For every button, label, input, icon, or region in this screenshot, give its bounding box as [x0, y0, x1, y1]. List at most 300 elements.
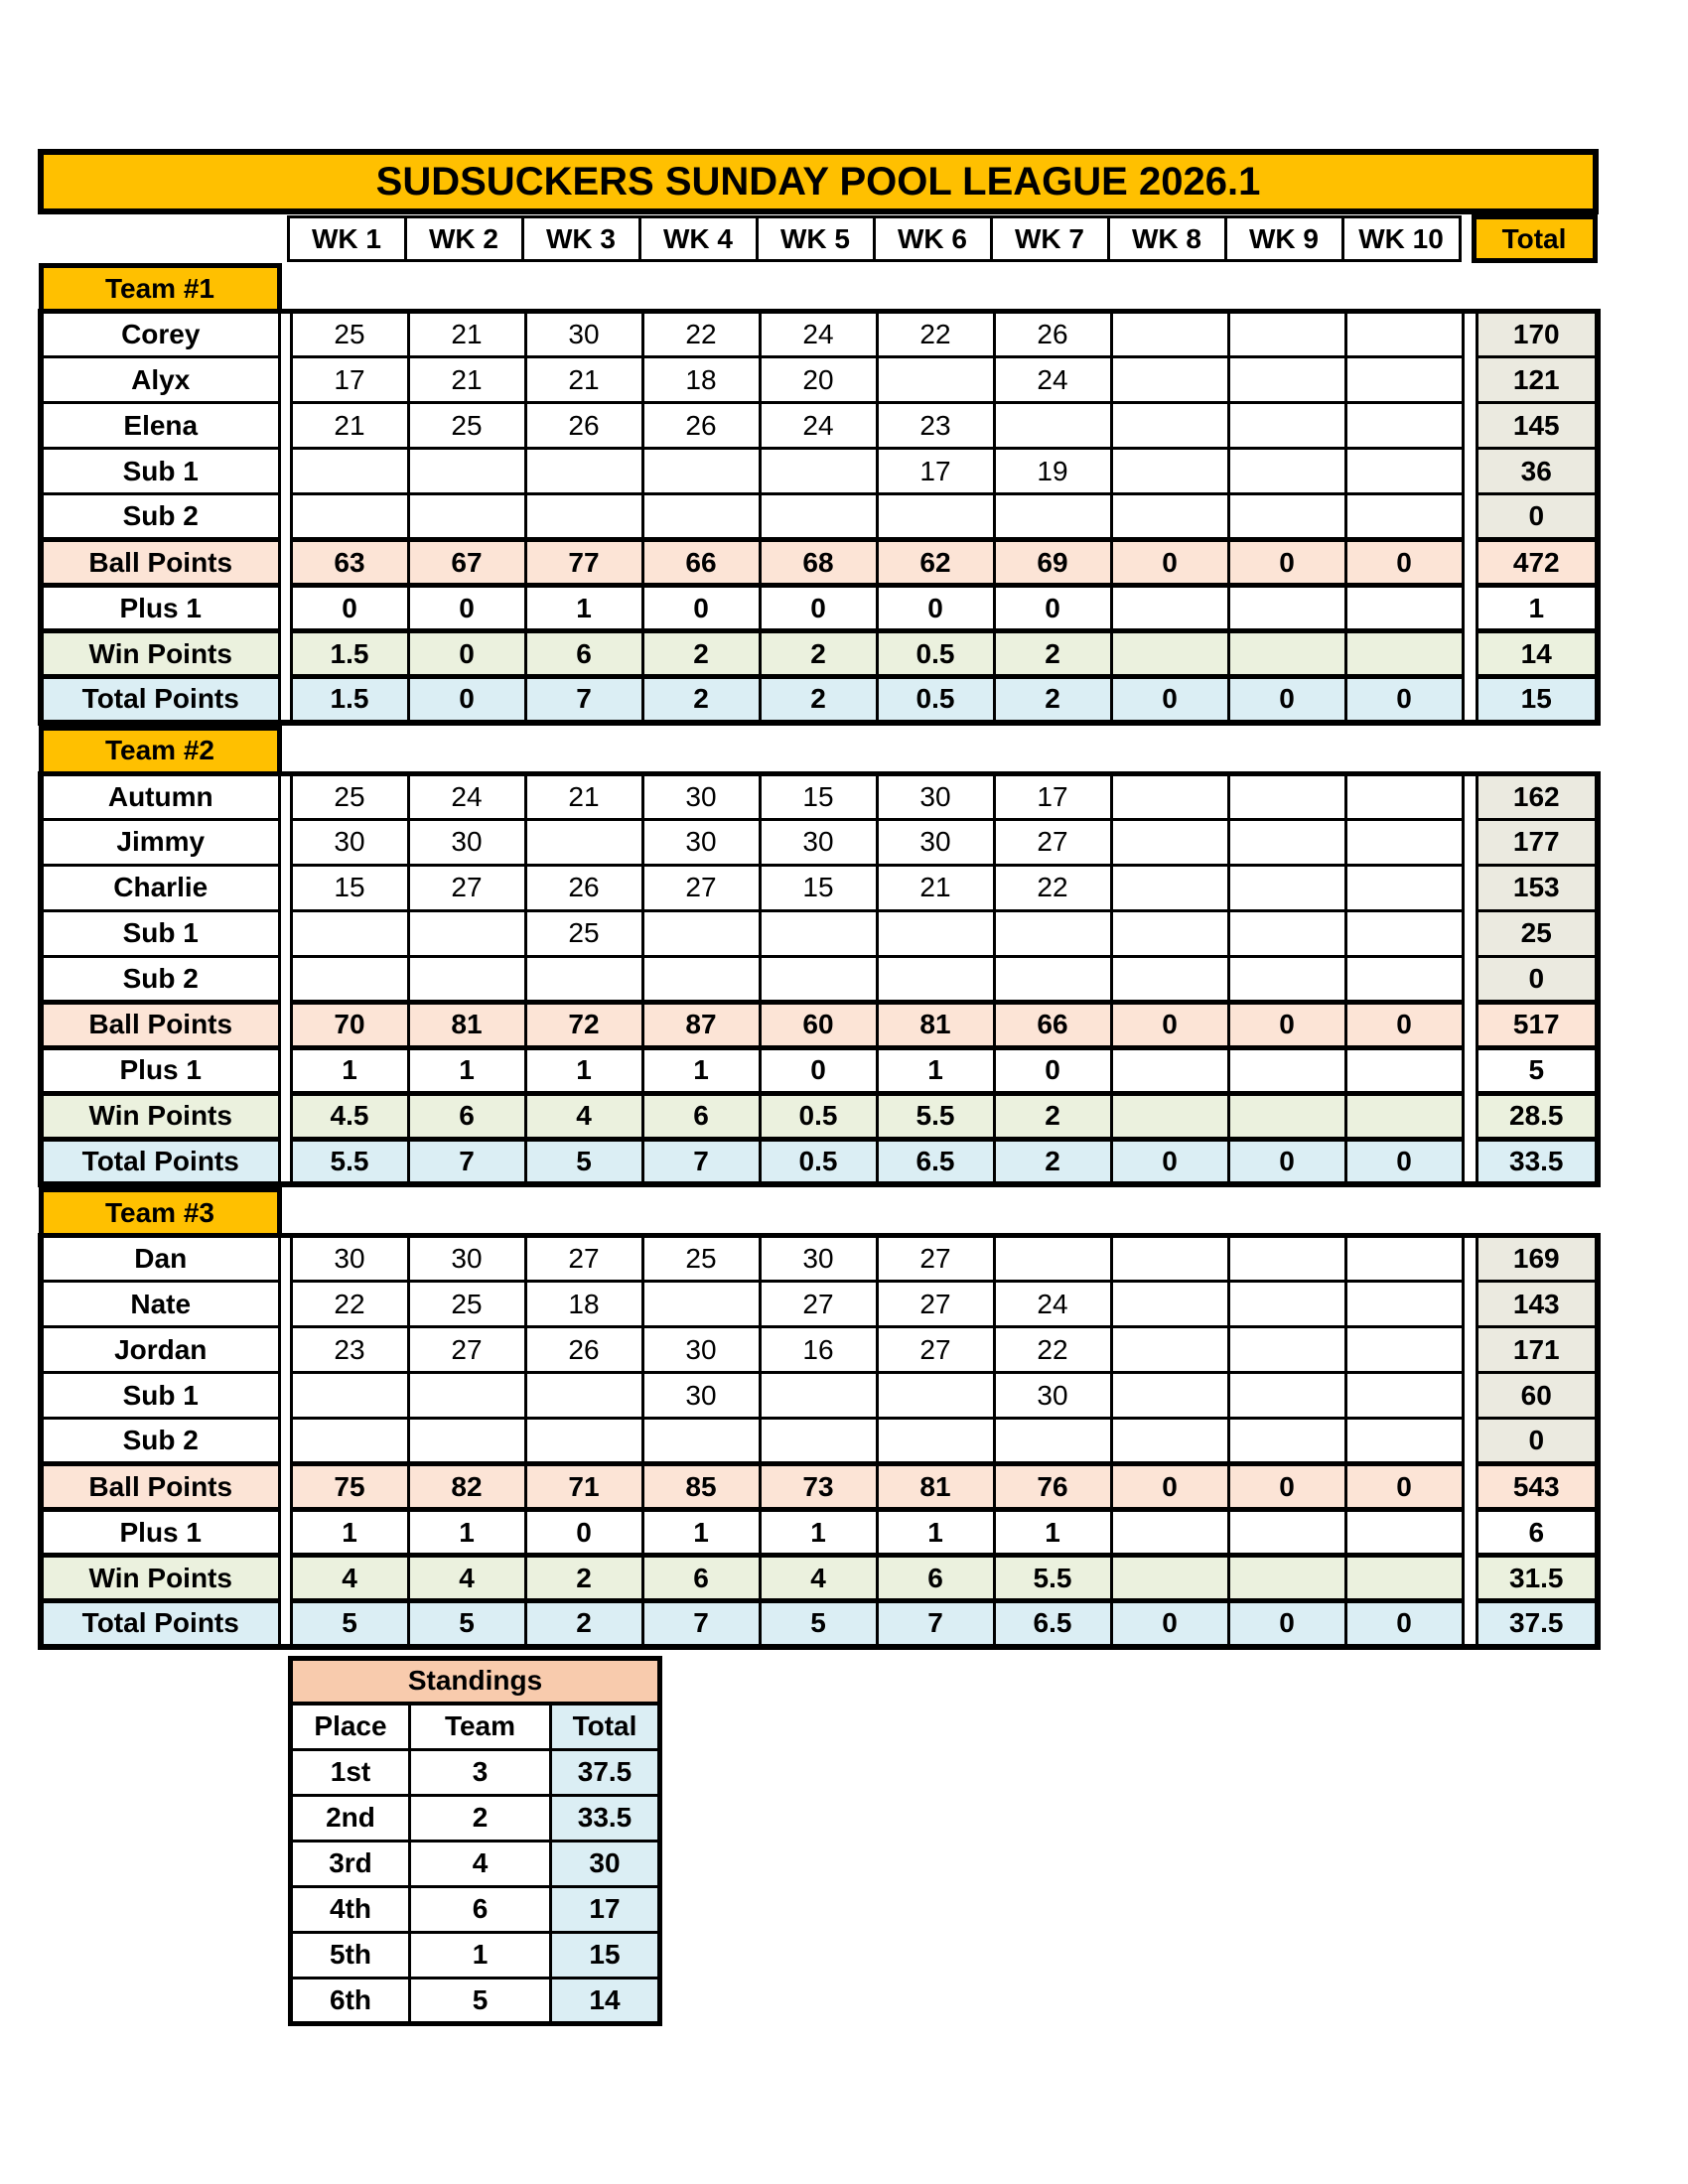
row-total-cell: 14: [1477, 631, 1598, 677]
row-label-cell: Win Points: [41, 631, 279, 677]
score-cell: 30: [877, 819, 994, 865]
team-header-spacer: [994, 728, 1111, 773]
gutter: [1463, 403, 1477, 449]
team-header-spacer: [642, 1190, 760, 1236]
standings-total-cell: 17: [551, 1886, 660, 1932]
team-header-spacer: [1345, 728, 1463, 773]
score-cell: 17: [877, 449, 994, 494]
score-cell: [1111, 1419, 1228, 1464]
score-cell: 5: [525, 1139, 642, 1184]
score-cell: [525, 1373, 642, 1419]
score-cell: [291, 449, 408, 494]
score-cell: 24: [408, 773, 525, 819]
score-cell: 82: [408, 1464, 525, 1510]
score-cell: [1111, 1282, 1228, 1327]
score-cell: 0: [760, 1047, 877, 1093]
row-label-cell: Total Points: [41, 1601, 279, 1647]
score-cell: [994, 956, 1111, 1002]
gutter: [279, 357, 291, 403]
team-header-spacer: [408, 728, 525, 773]
score-cell: 30: [525, 312, 642, 357]
total-points-row: [41, 677, 1598, 723]
team-header-spacer: [525, 1190, 642, 1236]
score-cell: [408, 449, 525, 494]
score-cell: 0: [994, 1047, 1111, 1093]
score-cell: 68: [760, 540, 877, 586]
row-label-cell: Autumn: [41, 773, 279, 819]
score-cell: [1345, 1419, 1463, 1464]
score-cell: [408, 1373, 525, 1419]
score-cell: [1111, 449, 1228, 494]
score-cell: 1: [525, 586, 642, 631]
week-header-cell: WK 6: [874, 217, 991, 261]
score-cell: 1.5: [291, 677, 408, 723]
score-cell: [1345, 1047, 1463, 1093]
score-cell: [994, 403, 1111, 449]
score-cell: 15: [291, 865, 408, 910]
score-cell: 26: [525, 1327, 642, 1373]
team-header-spacer: [877, 1190, 994, 1236]
gutter: [279, 819, 291, 865]
score-cell: [1228, 1047, 1345, 1093]
row-label-cell: Total Points: [41, 677, 279, 723]
gutter: [279, 910, 291, 956]
score-cell: 0: [291, 586, 408, 631]
gutter: [1463, 677, 1477, 723]
week-header-cell: WK 1: [288, 217, 405, 261]
score-cell: [1228, 1236, 1345, 1282]
score-cell: [642, 910, 760, 956]
score-cell: 1: [994, 1510, 1111, 1556]
score-cell: [1111, 865, 1228, 910]
gutter: [279, 1601, 291, 1647]
row-label-cell: Sub 1: [41, 449, 279, 494]
standings-title-row: [291, 1658, 660, 1704]
score-cell: [525, 494, 642, 540]
score-cell: 23: [877, 403, 994, 449]
score-cell: [408, 494, 525, 540]
row-total-cell: 121: [1477, 357, 1598, 403]
score-cell: 22: [994, 865, 1111, 910]
score-cell: [408, 956, 525, 1002]
gutter: [1463, 494, 1477, 540]
gutter: [279, 677, 291, 723]
gutter: [1463, 956, 1477, 1002]
score-cell: [1228, 1373, 1345, 1419]
gutter: [1463, 1047, 1477, 1093]
gutter: [279, 1373, 291, 1419]
score-cell: 18: [525, 1282, 642, 1327]
score-cell: 0: [1345, 540, 1463, 586]
standings-total-cell: 33.5: [551, 1795, 660, 1841]
standings-team-cell: 1: [410, 1932, 551, 1978]
score-cell: 71: [525, 1464, 642, 1510]
standings-total-cell: 15: [551, 1932, 660, 1978]
score-cell: 26: [525, 403, 642, 449]
score-cell: 24: [994, 1282, 1111, 1327]
score-cell: 24: [760, 312, 877, 357]
score-cell: [994, 494, 1111, 540]
team-header-spacer: [291, 266, 408, 312]
score-cell: 19: [994, 449, 1111, 494]
score-cell: 4: [525, 1093, 642, 1139]
score-cell: 63: [291, 540, 408, 586]
standings-team-cell: 3: [410, 1749, 551, 1795]
win-points-row: [41, 1556, 1598, 1601]
team-name-cell: Team #1: [41, 266, 279, 312]
score-cell: 18: [642, 357, 760, 403]
score-cell: 0: [1345, 1464, 1463, 1510]
score-cell: [1111, 1047, 1228, 1093]
score-cell: [1345, 586, 1463, 631]
player-row: [41, 773, 1598, 819]
score-cell: 22: [291, 1282, 408, 1327]
week-header-cell: WK 4: [639, 217, 757, 261]
row-total-cell: 6: [1477, 1510, 1598, 1556]
player-row: [41, 819, 1598, 865]
gutter: [279, 1556, 291, 1601]
score-cell: [1228, 1510, 1345, 1556]
score-cell: 7: [642, 1601, 760, 1647]
week-header-cell: WK 2: [405, 217, 522, 261]
team-header-spacer: [877, 266, 994, 312]
gutter: [1463, 449, 1477, 494]
gutter: [1463, 1373, 1477, 1419]
score-cell: [642, 1282, 760, 1327]
score-cell: 27: [408, 865, 525, 910]
gutter: [279, 586, 291, 631]
score-cell: 2: [994, 1093, 1111, 1139]
score-cell: 16: [760, 1327, 877, 1373]
score-cell: 30: [994, 1373, 1111, 1419]
gutter: [1463, 1282, 1477, 1327]
score-cell: [1345, 494, 1463, 540]
standings-total-cell: 30: [551, 1841, 660, 1886]
gutter: [279, 1510, 291, 1556]
score-cell: [760, 910, 877, 956]
gutter: [279, 865, 291, 910]
gutter: [1463, 1601, 1477, 1647]
team-header-spacer: [1477, 266, 1598, 312]
score-cell: 0: [408, 677, 525, 723]
score-cell: [291, 1419, 408, 1464]
score-cell: 30: [291, 1236, 408, 1282]
score-cell: 69: [994, 540, 1111, 586]
week-header-row: [38, 217, 1595, 261]
team-header-spacer: [877, 728, 994, 773]
player-row: [41, 403, 1598, 449]
score-cell: 27: [877, 1236, 994, 1282]
score-cell: [877, 494, 994, 540]
gutter: [1463, 1327, 1477, 1373]
gutter: [279, 1282, 291, 1327]
row-label-cell: Sub 2: [41, 494, 279, 540]
score-cell: [1345, 1327, 1463, 1373]
score-cell: 0: [1111, 677, 1228, 723]
score-cell: 60: [760, 1002, 877, 1047]
gutter: [1463, 540, 1477, 586]
score-cell: 1: [877, 1510, 994, 1556]
standings-header-cell: Place: [291, 1704, 410, 1749]
score-cell: 1: [877, 1047, 994, 1093]
score-cell: [760, 449, 877, 494]
score-cell: [642, 1419, 760, 1464]
score-cell: [1345, 1093, 1463, 1139]
score-cell: 22: [642, 312, 760, 357]
week-header-cell: WK 10: [1342, 217, 1460, 261]
score-cell: [877, 1373, 994, 1419]
score-cell: 0: [1111, 1464, 1228, 1510]
score-cell: 30: [408, 819, 525, 865]
team-table: [38, 726, 1601, 1188]
team-header-spacer: [525, 266, 642, 312]
row-label-cell: Plus 1: [41, 586, 279, 631]
league-score-sheet: [38, 149, 1601, 2026]
score-cell: 25: [642, 1236, 760, 1282]
row-label-cell: Dan: [41, 1236, 279, 1282]
score-cell: 66: [994, 1002, 1111, 1047]
score-cell: [1228, 865, 1345, 910]
gutter: [279, 1419, 291, 1464]
score-cell: [1111, 1373, 1228, 1419]
score-cell: [1228, 586, 1345, 631]
gutter: [1463, 1139, 1477, 1184]
score-cell: 23: [291, 1327, 408, 1373]
score-cell: 2: [525, 1601, 642, 1647]
plus-one-row: [41, 586, 1598, 631]
score-cell: 30: [642, 1327, 760, 1373]
gutter: [1463, 773, 1477, 819]
score-cell: 27: [642, 865, 760, 910]
gutter: [1463, 819, 1477, 865]
score-cell: 6.5: [877, 1139, 994, 1184]
score-cell: [1111, 586, 1228, 631]
score-cell: [642, 956, 760, 1002]
score-cell: 1: [291, 1510, 408, 1556]
row-label-cell: Jimmy: [41, 819, 279, 865]
score-cell: 81: [877, 1002, 994, 1047]
score-cell: 7: [642, 1139, 760, 1184]
score-cell: 22: [877, 312, 994, 357]
row-label-cell: Sub 1: [41, 1373, 279, 1419]
score-cell: 81: [877, 1464, 994, 1510]
player-row: [41, 449, 1598, 494]
score-cell: 30: [642, 819, 760, 865]
score-cell: [1228, 1556, 1345, 1601]
score-cell: 21: [877, 865, 994, 910]
score-cell: 0: [525, 1510, 642, 1556]
row-label-cell: Plus 1: [41, 1510, 279, 1556]
score-cell: 21: [408, 357, 525, 403]
gutter: [279, 1047, 291, 1093]
gutter: [279, 1139, 291, 1184]
score-cell: 72: [525, 1002, 642, 1047]
score-cell: 0: [994, 586, 1111, 631]
score-cell: 5: [291, 1601, 408, 1647]
total-header-cell: Total: [1474, 217, 1595, 261]
standings-team-cell: 6: [410, 1886, 551, 1932]
score-cell: [1228, 1419, 1345, 1464]
score-cell: [1345, 956, 1463, 1002]
score-cell: 0: [642, 586, 760, 631]
score-cell: 17: [994, 773, 1111, 819]
score-cell: [1345, 449, 1463, 494]
score-cell: [994, 910, 1111, 956]
player-row: [41, 1373, 1598, 1419]
score-cell: 17: [291, 357, 408, 403]
score-cell: 21: [291, 403, 408, 449]
score-cell: [1111, 631, 1228, 677]
row-label-cell: Nate: [41, 1282, 279, 1327]
row-total-cell: 543: [1477, 1464, 1598, 1510]
score-cell: 30: [877, 773, 994, 819]
score-cell: 6: [642, 1093, 760, 1139]
row-label-cell: Win Points: [41, 1556, 279, 1601]
team-name-cell: Team #3: [41, 1190, 279, 1236]
score-cell: [1345, 357, 1463, 403]
score-cell: 0: [1228, 1002, 1345, 1047]
score-cell: [1111, 819, 1228, 865]
score-cell: 1: [408, 1047, 525, 1093]
row-total-cell: 31.5: [1477, 1556, 1598, 1601]
score-cell: [1345, 1282, 1463, 1327]
score-cell: 25: [408, 403, 525, 449]
score-cell: 0: [1228, 540, 1345, 586]
score-cell: [1111, 1093, 1228, 1139]
row-label-cell: Jordan: [41, 1327, 279, 1373]
score-cell: 2: [525, 1556, 642, 1601]
score-cell: [291, 1373, 408, 1419]
score-cell: 0: [408, 631, 525, 677]
score-cell: 7: [877, 1601, 994, 1647]
row-total-cell: 15: [1477, 677, 1598, 723]
score-cell: [291, 910, 408, 956]
score-cell: 27: [994, 819, 1111, 865]
row-total-cell: 472: [1477, 540, 1598, 586]
standings-place-cell: 2nd: [291, 1795, 410, 1841]
score-cell: [1345, 1556, 1463, 1601]
week-header-cell: WK 3: [522, 217, 639, 261]
gutter: [279, 1464, 291, 1510]
row-total-cell: 5: [1477, 1047, 1598, 1093]
score-cell: [760, 1373, 877, 1419]
score-cell: 0: [1345, 677, 1463, 723]
score-cell: 4: [291, 1556, 408, 1601]
player-row: [41, 910, 1598, 956]
week-header-cell: WK 8: [1108, 217, 1225, 261]
gutter: [1460, 217, 1474, 261]
score-cell: 2: [994, 631, 1111, 677]
player-row: [41, 1282, 1598, 1327]
score-cell: [877, 357, 994, 403]
standings-place-cell: 6th: [291, 1978, 410, 2023]
standings-place-cell: 1st: [291, 1749, 410, 1795]
player-row: [41, 312, 1598, 357]
standings-header-cell: Team: [410, 1704, 551, 1749]
gutter: [279, 1002, 291, 1047]
score-cell: 5: [760, 1601, 877, 1647]
gutter: [279, 403, 291, 449]
score-cell: 0: [1228, 1464, 1345, 1510]
player-row: [41, 494, 1598, 540]
score-cell: 1: [642, 1047, 760, 1093]
team-table: [38, 263, 1601, 726]
score-cell: 0: [408, 586, 525, 631]
standings-table: [288, 1656, 662, 2026]
win-points-row: [41, 1093, 1598, 1139]
score-cell: 70: [291, 1002, 408, 1047]
gutter: [1463, 312, 1477, 357]
gutter: [276, 217, 288, 261]
standings-team-cell: 5: [410, 1978, 551, 2023]
row-total-cell: 0: [1477, 956, 1598, 1002]
score-cell: [525, 1419, 642, 1464]
row-total-cell: 33.5: [1477, 1139, 1598, 1184]
score-cell: 26: [642, 403, 760, 449]
score-cell: 27: [877, 1282, 994, 1327]
score-cell: [1111, 1556, 1228, 1601]
score-cell: 0.5: [760, 1093, 877, 1139]
team-header-spacer: [408, 1190, 525, 1236]
score-cell: 30: [760, 819, 877, 865]
score-cell: 1: [408, 1510, 525, 1556]
score-cell: [1111, 403, 1228, 449]
score-cell: 66: [642, 540, 760, 586]
plus-one-row: [41, 1510, 1598, 1556]
team-header-spacer: [1228, 1190, 1345, 1236]
standings-row: [291, 1795, 660, 1841]
score-cell: [1228, 956, 1345, 1002]
team-header-row: [41, 266, 1598, 312]
player-row: [41, 1236, 1598, 1282]
score-cell: 77: [525, 540, 642, 586]
score-cell: [1111, 494, 1228, 540]
score-cell: 0.5: [877, 631, 994, 677]
gutter: [279, 449, 291, 494]
gutter: [1463, 586, 1477, 631]
score-cell: 5.5: [291, 1139, 408, 1184]
gutter: [279, 773, 291, 819]
score-cell: [291, 494, 408, 540]
score-cell: 24: [994, 357, 1111, 403]
team-table: [38, 1187, 1601, 1650]
ball-points-row: [41, 540, 1598, 586]
score-cell: [1228, 1093, 1345, 1139]
gutter: [1463, 1510, 1477, 1556]
score-cell: 25: [291, 312, 408, 357]
score-cell: 26: [525, 865, 642, 910]
score-cell: 30: [642, 773, 760, 819]
score-cell: 6.5: [994, 1601, 1111, 1647]
score-cell: [1228, 773, 1345, 819]
score-cell: 2: [760, 631, 877, 677]
team-header-spacer: [1345, 1190, 1463, 1236]
score-cell: [1228, 1282, 1345, 1327]
team-header-spacer: [1463, 266, 1477, 312]
row-total-cell: 177: [1477, 819, 1598, 865]
gutter: [1463, 1556, 1477, 1601]
team-header-spacer: [1463, 728, 1477, 773]
score-cell: [1111, 956, 1228, 1002]
score-cell: [408, 910, 525, 956]
score-cell: 26: [994, 312, 1111, 357]
player-row: [41, 357, 1598, 403]
score-cell: 6: [525, 631, 642, 677]
score-cell: [760, 1419, 877, 1464]
row-label-cell: Plus 1: [41, 1047, 279, 1093]
team-header-row: [41, 1190, 1598, 1236]
team-header-spacer: [291, 1190, 408, 1236]
